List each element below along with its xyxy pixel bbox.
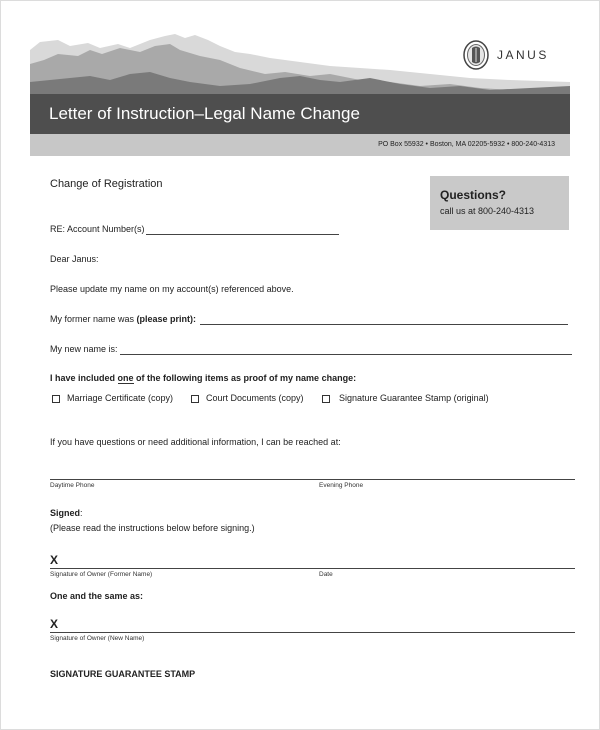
signed-label [50, 508, 83, 518]
signature-owner-former-label: Signature of Owner (Former Name) [50, 571, 153, 578]
proof-heading [50, 373, 356, 384]
header-contact-line: PO Box 55932 • Boston, MA 02205-5932 • 800-240-4313 [378, 141, 555, 148]
signature-new-line[interactable] [50, 632, 575, 633]
questions-box [430, 176, 569, 230]
proof-post: of the following items as proof of my name change: [133, 373, 357, 383]
signature-owner-new-label: Signature of Owner (New Name) [50, 635, 145, 642]
contact-intro: If you have questions or need additional information, I can be reached at: [50, 437, 341, 447]
instruction-text: Please update my name on my account(s) referenced above. [50, 284, 294, 294]
account-number-label: RE: Account Number(s) [50, 224, 145, 234]
checkbox-marriage-certificate[interactable] [52, 395, 60, 403]
phone-line[interactable] [50, 479, 575, 480]
option-marriage-certificate: Marriage Certificate (copy) [67, 393, 174, 403]
brand-name: JANUS [497, 48, 549, 62]
greeting: Dear Janus: [50, 254, 99, 264]
former-name-bold: (please print): [136, 314, 197, 324]
proof-one: one [117, 373, 134, 383]
checkbox-court-documents[interactable] [191, 395, 199, 403]
signature-x-new: X [50, 617, 59, 631]
former-name-label [50, 314, 196, 324]
date-label: Date [319, 571, 333, 578]
daytime-phone-label: Daytime Phone [50, 482, 95, 489]
signed-colon: : [80, 508, 83, 518]
signature-x-former: X [50, 553, 59, 567]
questions-title: Questions? [440, 188, 507, 202]
signed-note: (Please read the instructions below before signing.) [50, 523, 255, 533]
evening-phone-label: Evening Phone [319, 482, 364, 489]
option-signature-guarantee: Signature Guarantee Stamp (original) [339, 393, 489, 403]
page-title: Letter of Instruction–Legal Name Change [49, 104, 360, 123]
account-number-field[interactable] [146, 234, 339, 235]
former-name-prefix: My former name was [50, 314, 137, 324]
brand [463, 40, 549, 70]
janus-logo-icon [463, 40, 489, 70]
section-title: Change of Registration [50, 178, 163, 190]
former-name-field[interactable] [200, 324, 568, 325]
same-as-label: One and the same as: [50, 591, 144, 601]
questions-phone: call us at 800-240-4313 [440, 206, 535, 216]
option-court-documents: Court Documents (copy) [206, 393, 304, 403]
new-name-label: My new name is: [50, 344, 118, 354]
new-name-field[interactable] [120, 354, 572, 355]
stamp-title: SIGNATURE GUARANTEE STAMP [50, 669, 196, 679]
proof-pre: I have included [50, 373, 118, 383]
checkbox-signature-guarantee[interactable] [322, 395, 330, 403]
signature-former-line[interactable] [50, 568, 575, 569]
signed-label-bold: Signed [50, 508, 81, 518]
